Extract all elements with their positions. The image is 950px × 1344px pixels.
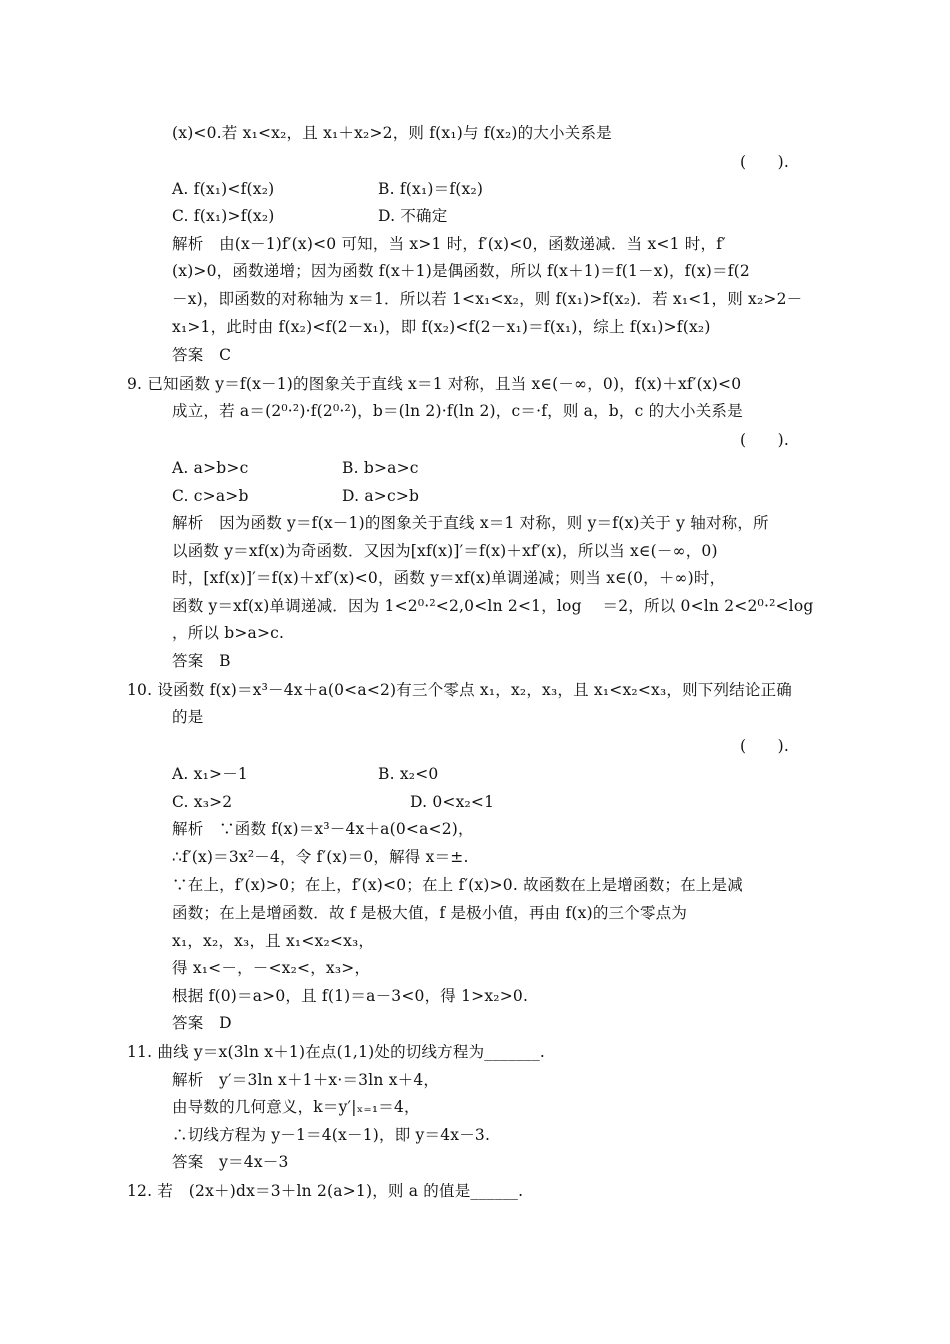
option-c: C. x₃>2 xyxy=(172,793,233,811)
option-b: B. f(x₁)＝f(x₂) xyxy=(378,180,484,198)
option-b: B. b>a>c xyxy=(342,459,419,477)
option-d: D. a>c>b xyxy=(342,487,420,505)
solution-line: ∴切线方程为 y－1＝4(x－1)，即 y＝4x－3. xyxy=(172,1126,491,1144)
solution-line: 时，[xf(x)]′＝f(x)＋xf′(x)<0，函数 y＝xf(x)单调递减；则当 x∈(0，＋∞)时， xyxy=(172,569,726,587)
solution-line: 由导数的几何意义，k＝y′|ₓ₌₁＝4， xyxy=(172,1098,420,1116)
solution-line: ，所以 b>a>c. xyxy=(172,624,285,642)
option-a: A. f(x₁)<f(x₂) xyxy=(172,180,275,198)
question-line: 的是 xyxy=(172,708,204,726)
answer-bracket: ( ). xyxy=(740,153,790,171)
solution-line: ∴f′(x)＝3x²－4，令 f′(x)＝0，解得 x＝±. xyxy=(172,848,469,866)
body-line: (x)<0.若 x₁<x₂，且 x₁＋x₂>2，则 f(x₁)与 f(x₂)的大小关系是 xyxy=(172,124,612,142)
solution-line: 函数；在上是增函数．故 f 是极大值，f 是极小值，再由 f(x)的三个零点为 xyxy=(172,904,688,922)
solution-line: 解析 因为函数 y＝f(x－1)的图象关于直线 x＝1 对称，则 y＝f(x)关于 y 轴对称，所 xyxy=(172,514,769,532)
solution-line: 根据 f(0)＝a>0，且 f(1)＝a－3<0，得 1>x₂>0. xyxy=(172,987,529,1005)
answer-label: 答案 C xyxy=(172,346,232,364)
question-12: 12. 若 (2x＋)dx＝3＋ln 2(a>1)，则 a 的值是______. xyxy=(127,1182,524,1200)
solution-line: ∵在上，f′(x)>0；在上，f′(x)<0；在上 f′(x)>0. 故函数在上是增函数；在上是减 xyxy=(172,876,743,894)
option-d: D. 0<x₂<1 xyxy=(410,793,495,811)
solution-line: (x)>0，函数递增；因为函数 f(x＋1)是偶函数，所以 f(x＋1)＝f(1－x)，f(x)＝f(2 xyxy=(172,262,750,280)
answer-bracket: ( ). xyxy=(740,737,790,755)
question-9: 9. 已知函数 y＝f(x－1)的图象关于直线 x＝1 对称，且当 x∈(－∞，0)，f(x)＋xf′(x)<0 xyxy=(127,375,742,393)
option-c: C. f(x₁)>f(x₂) xyxy=(172,207,275,225)
option-c: C. c>a>b xyxy=(172,487,249,505)
solution-line: 函数 y＝xf(x)单调递减．因为 1<2⁰·²<2,0<ln 2<1，log ＝2，所以 0<ln 2<2⁰·²<log xyxy=(172,597,814,615)
solution-line: 得 x₁<－，－<x₂<，x₃>， xyxy=(172,959,371,977)
solution-line: 解析 ∵函数 f(x)＝x³－4x＋a(0<a<2)， xyxy=(172,820,474,838)
answer-label: 答案 D xyxy=(172,1014,232,1032)
question-11: 11. 曲线 y＝x(3ln x＋1)在点(1,1)处的切线方程为_______. xyxy=(127,1043,546,1061)
solution-line: 解析 由(x－1)f′(x)<0 可知，当 x>1 时，f′(x)<0，函数递减．当 x<1 时，f′ xyxy=(172,235,726,253)
option-a: A. a>b>c xyxy=(172,459,249,477)
question-10: 10. 设函数 f(x)＝x³－4x＋a(0<a<2)有三个零点 x₁，x₂，x₃，且 x₁<x₂<x₃，则下列结论正确 xyxy=(127,681,792,699)
solution-line: 以函数 y＝xf(x)为奇函数．又因为[xf(x)]′＝f(x)＋xf′(x)，所以当 x∈(－∞，0) xyxy=(172,542,718,560)
answer-label: 答案 y＝4x－3 xyxy=(172,1153,289,1171)
solution-line: x₁>1，此时由 f(x₂)<f(2－x₁)，即 f(x₂)<f(2－x₁)＝f(x₁)，综上 f(x₁)>f(x₂) xyxy=(172,318,711,336)
solution-line: 解析 y′＝3ln x＋1＋x·＝3ln x＋4， xyxy=(172,1071,440,1089)
option-d: D. 不确定 xyxy=(378,207,448,225)
solution-line: －x)，即函数的对称轴为 x＝1．所以若 1<x₁<x₂，则 f(x₁)>f(x₂)．若 x₁<1，则 x₂>2－ xyxy=(172,290,803,308)
option-b: B. x₂<0 xyxy=(378,765,439,783)
solution-line: x₁，x₂，x₃，且 x₁<x₂<x₃， xyxy=(172,932,375,950)
option-a: A. x₁>－1 xyxy=(172,765,248,783)
question-line: 成立，若 a＝(2⁰·²)·f(2⁰·²)，b＝(ln 2)·f(ln 2)，c＝·f，则 a，b，c 的大小关系是 xyxy=(172,402,743,420)
answer-bracket: ( ). xyxy=(740,431,790,449)
answer-label: 答案 B xyxy=(172,652,231,670)
